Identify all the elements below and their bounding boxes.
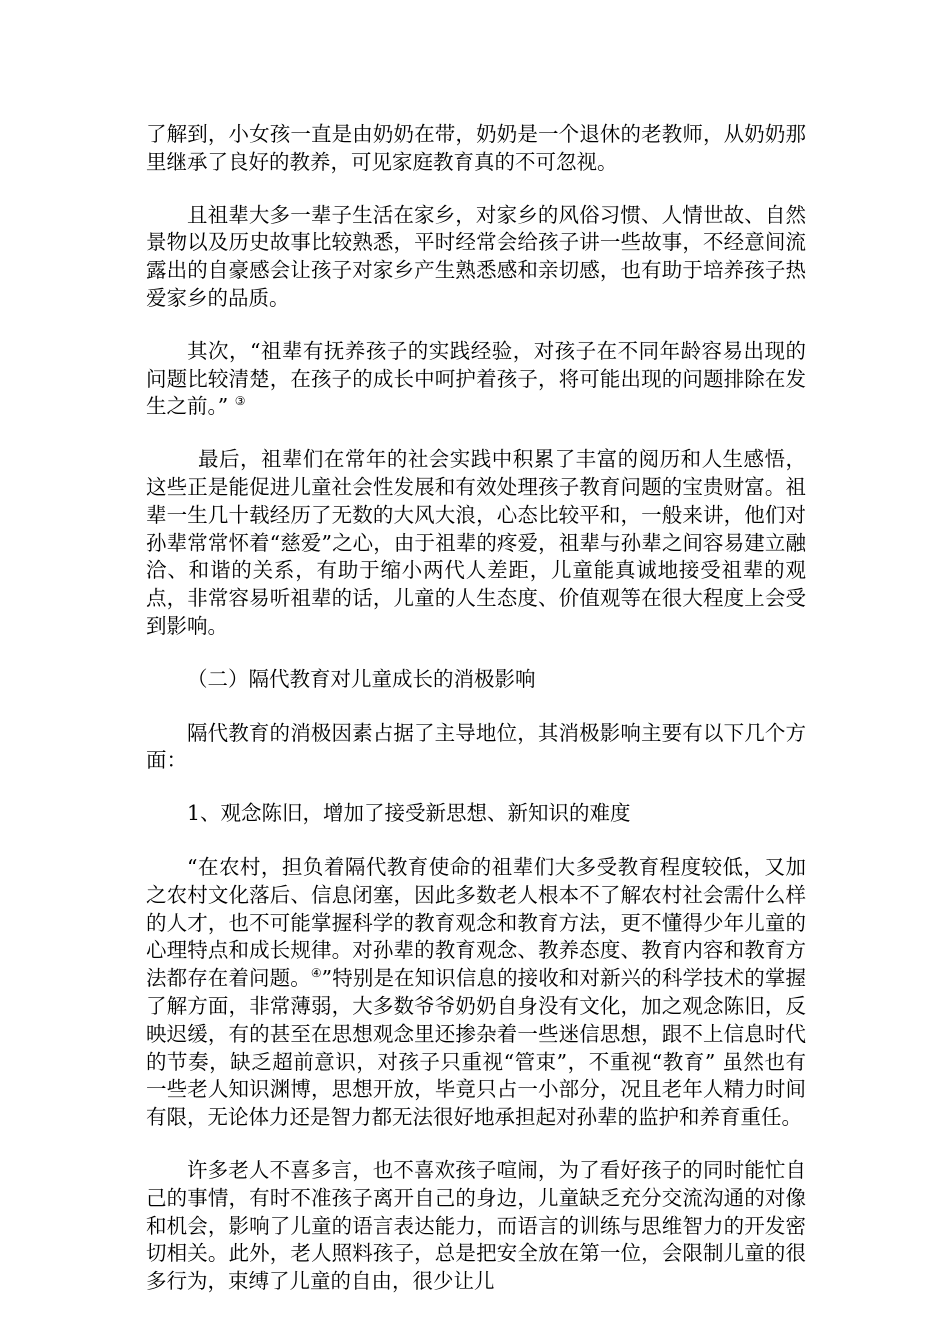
paragraph-2: 且祖辈大多一辈子生活在家乡，对家乡的风俗习惯、人情世故、自然景物以及历史故事比较熟悉，平时经常会给孩子讲一些故事，不经意间流露出的自豪感会让孩子对家乡产生熟悉感和亲切感，也有助于培养孩子热爱家乡的品质。	[146, 202, 806, 310]
paragraph-5: 隔代教育的消极因素占据了主导地位，其消极影响主要有以下几个方面：	[146, 720, 806, 773]
paragraph-6	[146, 854, 806, 1132]
paragraph-6-rest: ”特别是在知识信息的接收和对新兴的科学技术的掌握了解方面，非常薄弱，大多数爷爷奶奶自身没有文化，加之观念陈旧，反映迟缓，有的甚至在思想观念里还掺杂着一些迷信思想，跟不上信息时代的节奏，缺乏超前意识，对孩子只重视“管束”，不重视“教育” 虽然也有一些老人知识渊博，思想开放，毕竟只占一小部分，况且老年人精力时间有限，无论体力还是智力都无法很好地承担起对孙辈的监护和养育重任。	[146, 966, 806, 1130]
paragraph-7: 许多老人不喜多言，也不喜欢孩子喧闹，为了看好孩子的同时能忙自己的事情，有时不准孩子离开自己的身边，儿童缺乏充分交流沟通的对像和机会，影响了儿童的语言表达能力，而语言的训练与思维智力的开发密切相关。此外，老人照料孩子，总是把安全放在第一位，会限制儿童的很多行为，束缚了儿童的自由，很少让儿	[146, 1157, 806, 1294]
section-heading-2: （二）隔代教育对儿童成长的消极影响	[187, 666, 536, 691]
paragraph-1: 了解到，小女孩一直是由奶奶在带，奶奶是一个退休的老教师，从奶奶那里继承了良好的教养，可见家庭教育真的不可忽视。	[146, 122, 806, 174]
footnote-marker-4: ④	[310, 966, 322, 981]
subsection-heading-1: 1、观念陈旧，增加了接受新思想、新知识的难度	[187, 801, 631, 826]
paragraph-6-quote: “在农村，担负着隔代教育使命的祖辈们大多受教育程度较低，又加之农村文化落后、信息闭塞，因此多数老人根本不了解农村社会需什么样的人才，也不可能掌握科学的教育观念和教育方法，更不懂得少年儿童的心理特点和成长规律。对孙辈的教育观念、教养态度、教育内容和教育方法都存在着问题。	[146, 854, 806, 991]
paragraph-3	[146, 338, 806, 421]
document-page	[146, 121, 806, 1321]
paragraph-4: 最后，祖辈们在常年的社会实践中积累了丰富的阅历和人生感悟，这些正是能促进儿童社会性发展和有效处理孩子教育问题的宝贵财富。祖辈一生几十载经历了无数的大风大浪，心态比较平和，一般来讲，他们对孙辈常常怀着“慈爱”之心，由于祖辈的疼爱，祖辈与孙辈之间容易建立融洽、和谐的关系，有助于缩小两代人差距，儿童能真诚地接受祖辈的观点，非常容易听祖辈的话，儿童的人生态度、价值观等在很大程度上会受到影响。	[146, 447, 806, 638]
footnote-marker-3: ③	[234, 394, 246, 409]
paragraph-3-text: 其次，“祖辈有抚养孩子的实践经验，对孩子在不同年龄容易出现的问题比较清楚，在孩子的成长中呵护着孩子，将可能出现的问题排除在发生之前。”	[146, 338, 806, 419]
